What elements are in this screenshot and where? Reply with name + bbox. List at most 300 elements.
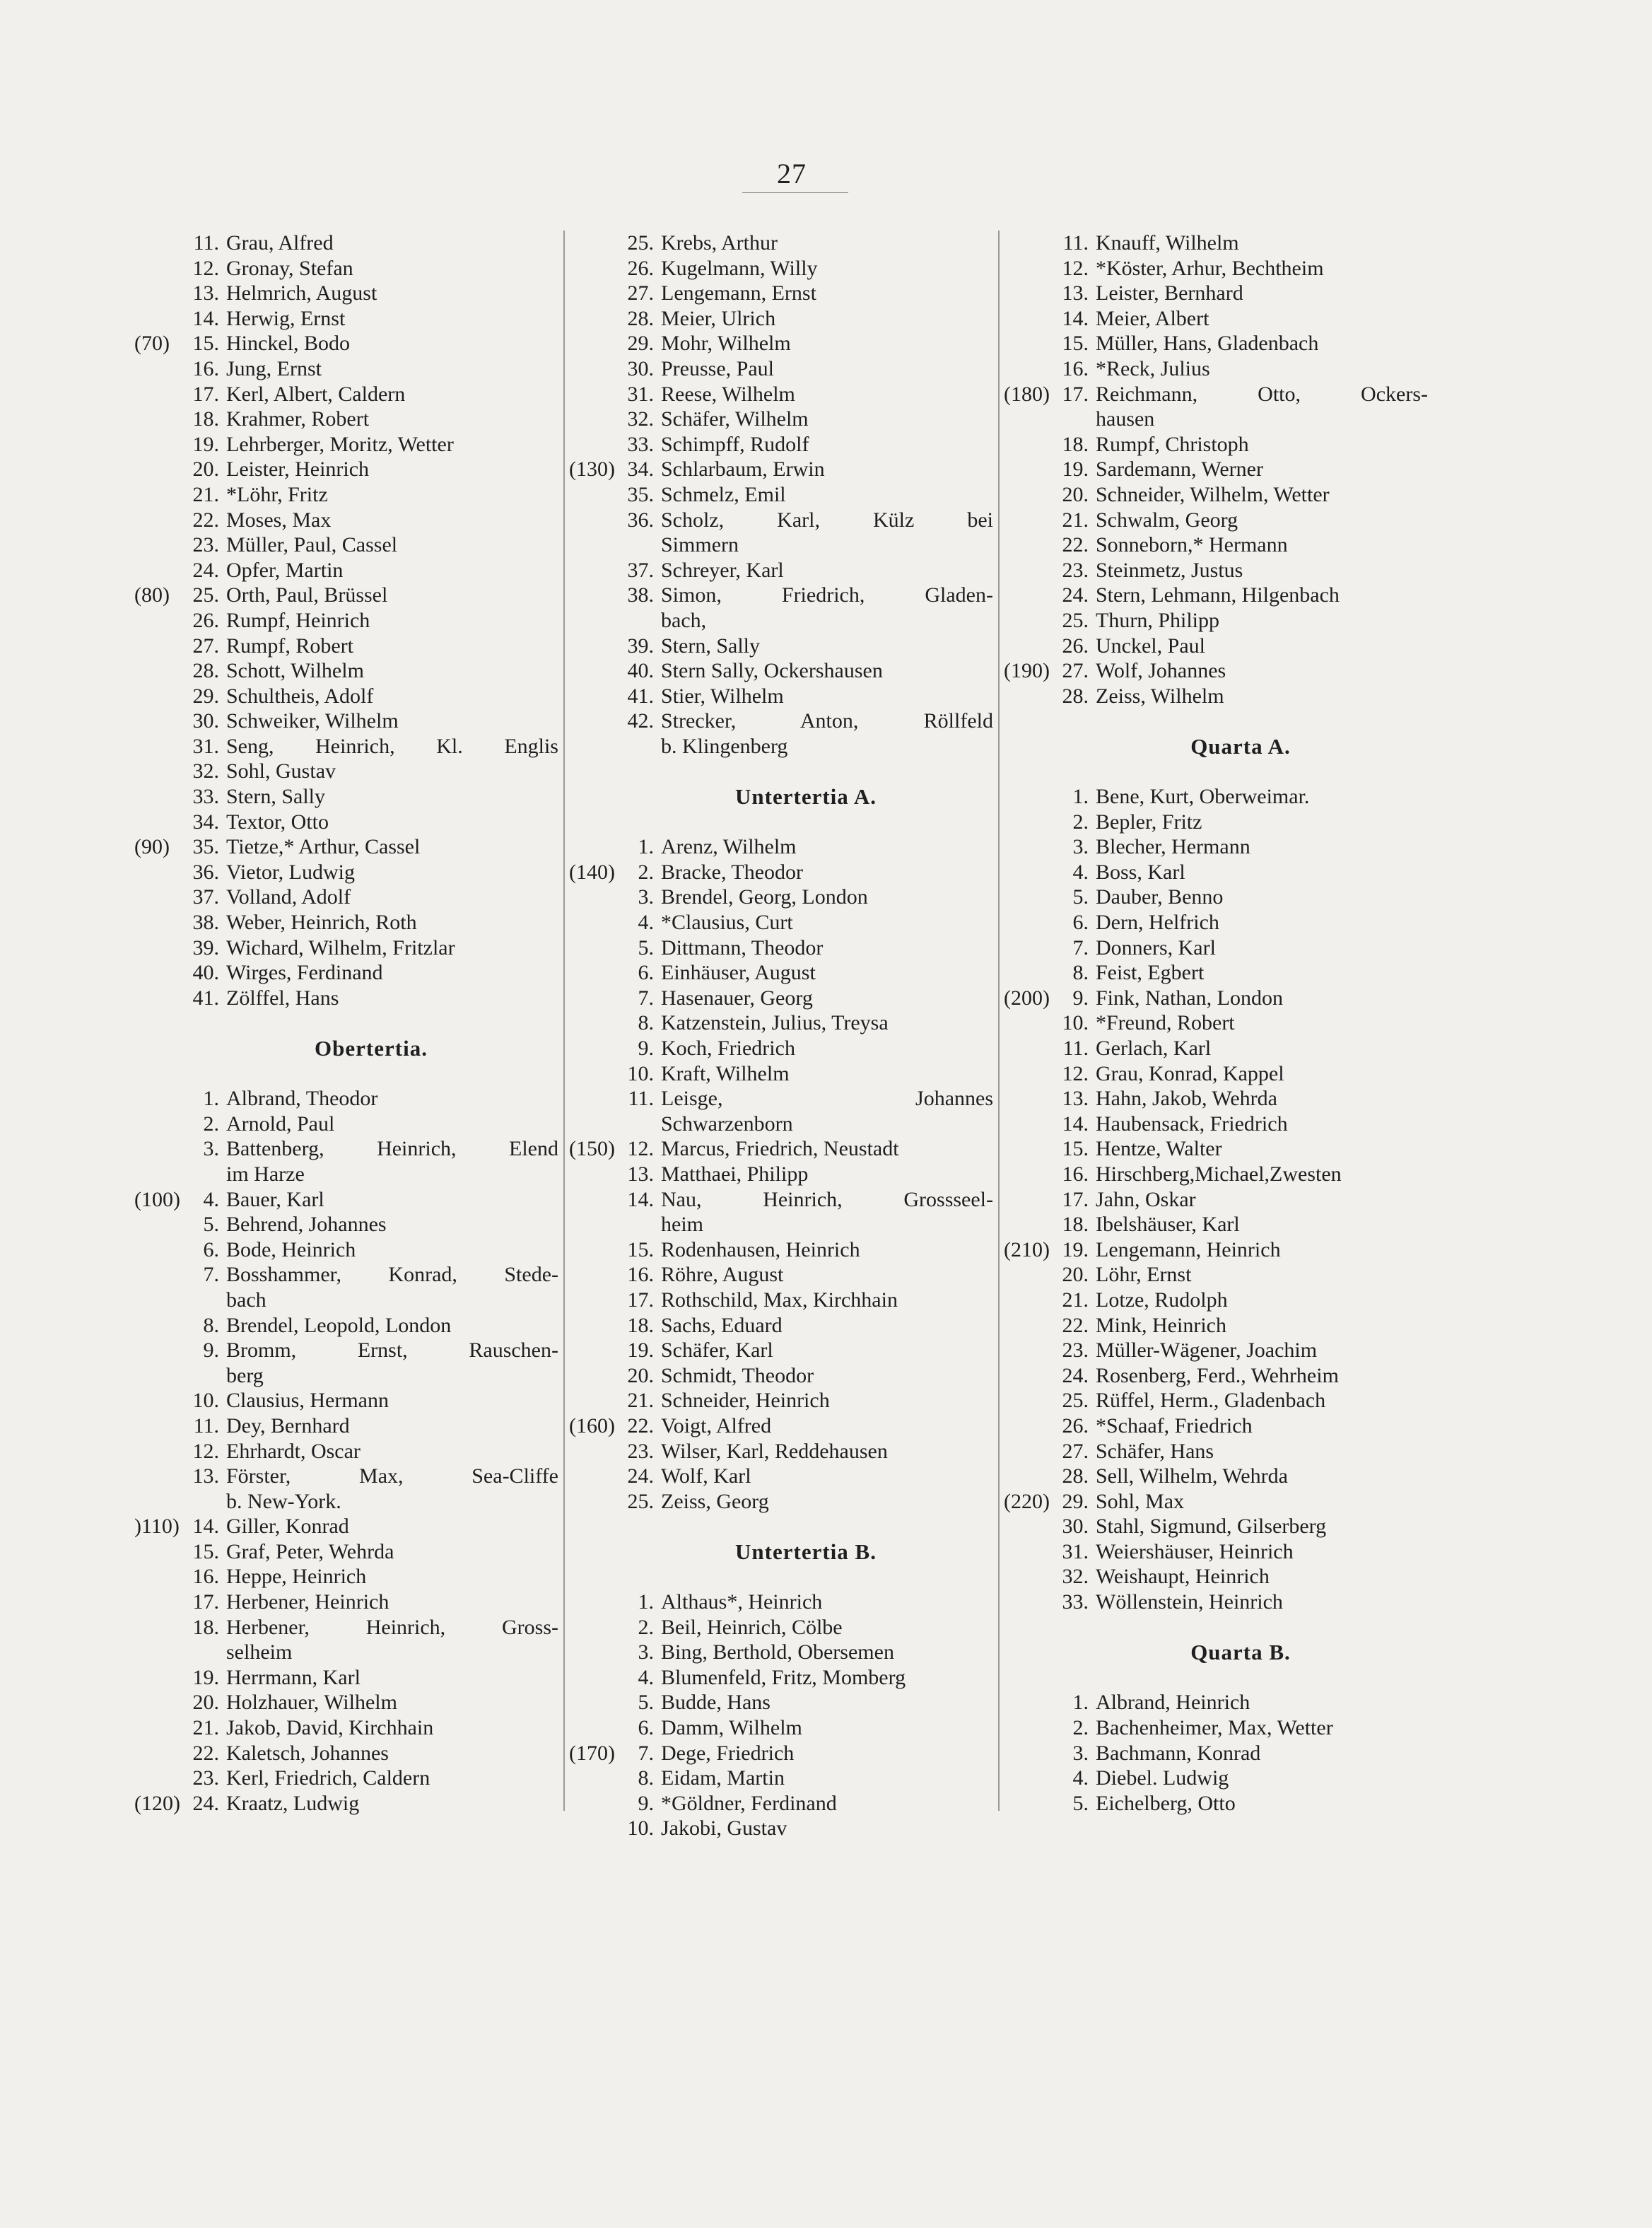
student-name: Jahn, Oskar (1096, 1187, 1196, 1211)
list-item (1004, 1514, 1428, 1539)
list-item (134, 810, 558, 835)
list-item (134, 482, 558, 508)
student-name: Weishaupt, Heinrich (1096, 1565, 1270, 1589)
list-item (134, 583, 558, 608)
list-item (569, 1388, 993, 1413)
item-number: 10. (627, 1061, 654, 1085)
list-item-continuation (569, 532, 993, 558)
list-item (134, 1439, 558, 1464)
student-name: Schmelz, Emil (661, 482, 786, 506)
item-number: 17. (627, 1288, 654, 1312)
list-item (1004, 1313, 1428, 1338)
list-item (1004, 1187, 1428, 1213)
item-number: 4. (638, 911, 654, 935)
list-item (1004, 960, 1428, 986)
list-item (134, 231, 558, 256)
list-item (569, 407, 993, 432)
list-item (1004, 256, 1428, 281)
list-item-continuation (569, 734, 993, 759)
list-item (569, 256, 993, 281)
student-name: Ehrhardt, Oscar (226, 1439, 361, 1463)
list-item (1004, 382, 1428, 407)
list-item (569, 1715, 993, 1741)
student-name: *Löhr, Fritz (226, 482, 328, 506)
list-item (134, 1791, 558, 1816)
student-name: Fink, Nathan, London (1096, 986, 1283, 1010)
list-item (569, 1590, 993, 1615)
item-number: 35. (192, 835, 219, 859)
item-number: 9. (638, 1037, 654, 1061)
list-item (1004, 281, 1428, 306)
student-name: Jakobi, Gustav (661, 1816, 787, 1841)
list-item (569, 331, 993, 356)
count-marker: (70) (134, 332, 170, 356)
column-3 (1004, 231, 1428, 1816)
item-number: 1. (638, 1590, 654, 1614)
section-heading: Untertertia A. (735, 783, 877, 809)
list-item (1004, 1338, 1428, 1363)
student-name: Eidam, Martin (661, 1766, 785, 1790)
list-item (1004, 1715, 1428, 1741)
item-number: 20. (1062, 482, 1089, 506)
list-item (1004, 1564, 1428, 1590)
item-number: 5. (638, 1691, 654, 1715)
count-marker: (120) (134, 1791, 180, 1815)
student-name: Grau, Alfred (226, 231, 334, 255)
item-number: 3. (638, 885, 654, 909)
list-item (569, 1413, 993, 1439)
list-item-continuation (569, 1112, 993, 1137)
list-item (569, 885, 993, 910)
item-number: 21. (1062, 508, 1089, 532)
student-name: Kraatz, Ludwig (226, 1791, 360, 1815)
list-item (569, 1464, 993, 1489)
list-item (134, 684, 558, 709)
item-number: 6. (203, 1237, 219, 1261)
item-number: 14. (192, 1515, 219, 1539)
list-item (134, 558, 558, 583)
list-item (1004, 1741, 1428, 1766)
student-name: Leisge, Johannes (661, 1087, 993, 1111)
list-item (569, 910, 993, 935)
student-name: Bracke, Theodor (661, 860, 804, 884)
list-item (569, 1741, 993, 1766)
list-item (134, 508, 558, 533)
student-name: Koch, Friedrich (661, 1037, 795, 1061)
list-item (1004, 634, 1428, 659)
list-item (134, 1690, 558, 1715)
item-number: 35. (627, 482, 654, 506)
item-number: 22. (627, 1413, 654, 1437)
item-number: 40. (192, 961, 219, 985)
student-name: Bing, Berthold, Obersemen (661, 1640, 894, 1664)
item-number: 5. (203, 1213, 219, 1237)
student-name: Rumpf, Heinrich (226, 608, 370, 632)
list-item (569, 457, 993, 482)
list-item (569, 1262, 993, 1288)
list-item-continuation (134, 1288, 558, 1313)
student-name: Blumenfeld, Fritz, Momberg (661, 1665, 906, 1689)
list-item (134, 860, 558, 885)
item-number: 24. (192, 558, 219, 582)
student-name: Brendel, Leopold, London (226, 1313, 452, 1337)
item-number: 8. (638, 1011, 654, 1035)
item-number: 29. (627, 332, 654, 356)
item-number: 14. (1062, 1112, 1089, 1136)
student-name: Schlarbaum, Erwin (661, 457, 825, 482)
list-item (134, 734, 558, 759)
item-number: 7. (638, 1741, 654, 1765)
student-name: Rumpf, Robert (226, 634, 353, 658)
student-name: Wirges, Ferdinand (226, 961, 383, 985)
student-name: Rumpf, Christoph (1096, 432, 1249, 456)
student-name: Haubensack, Friedrich (1096, 1112, 1288, 1136)
item-number: 29. (192, 684, 219, 708)
student-name: Boss, Karl (1096, 860, 1185, 884)
student-name: Lengemann, Heinrich (1096, 1237, 1281, 1261)
item-number: 2. (1072, 1716, 1089, 1740)
item-number: 26. (627, 256, 654, 280)
student-name: Schwarzenborn (661, 1112, 793, 1136)
student-name: Meier, Albert (1096, 306, 1209, 330)
list-item (1004, 1413, 1428, 1439)
item-number: 2. (638, 860, 654, 884)
item-number: 15. (192, 332, 219, 356)
student-name: Schultheis, Adolf (226, 684, 374, 708)
list-item-continuation (569, 1212, 993, 1237)
count-marker: (190) (1004, 659, 1050, 683)
item-number: 23. (192, 1766, 219, 1790)
student-name: Brendel, Georg, London (661, 885, 868, 909)
student-name: Giller, Konrad (226, 1515, 349, 1539)
item-number: 24. (627, 1464, 654, 1488)
student-name: Bepler, Fritz (1096, 810, 1202, 834)
item-number: 21. (192, 1716, 219, 1740)
student-name: Gronay, Stefan (226, 256, 353, 280)
student-name: im Harze (226, 1162, 305, 1186)
student-name: Mink, Heinrich (1096, 1313, 1226, 1337)
student-name: Kraft, Wilhelm (661, 1061, 790, 1085)
list-item (1004, 860, 1428, 885)
list-item (1004, 231, 1428, 256)
item-number: 4. (1072, 860, 1089, 884)
student-name: Schneider, Heinrich (661, 1389, 830, 1413)
item-number: 39. (627, 634, 654, 658)
student-name: Hinckel, Bodo (226, 332, 350, 356)
list-item (134, 432, 558, 457)
student-name: Strecker, Anton, Röllfeld (661, 709, 993, 733)
list-item (569, 432, 993, 457)
list-item (569, 558, 993, 583)
student-name: Schimpff, Rudolf (661, 432, 809, 456)
item-number: 1. (1072, 785, 1089, 809)
student-name: Rosenberg, Ferd., Wehrheim (1096, 1363, 1339, 1387)
item-number: 2. (638, 1615, 654, 1639)
list-item (569, 1288, 993, 1313)
student-name: Sell, Wilhelm, Wehrda (1096, 1464, 1288, 1488)
student-name: Katzenstein, Julius, Treysa (661, 1011, 889, 1035)
item-number: 6. (1072, 911, 1089, 935)
student-name: Simmern (661, 533, 739, 557)
item-number: 38. (192, 911, 219, 935)
list-item (569, 1237, 993, 1263)
item-number: 16. (627, 1263, 654, 1287)
student-name: Blecher, Hermann (1096, 835, 1250, 859)
student-name: Seng, Heinrich, Kl. Englis (226, 734, 558, 758)
student-name: Wolf, Johannes (1096, 659, 1226, 683)
item-number: 36. (192, 860, 219, 884)
student-name: Mohr, Wilhelm (661, 332, 791, 356)
list-item (569, 1665, 993, 1691)
count-marker: (200) (1004, 986, 1050, 1010)
student-name: Vietor, Ludwig (226, 860, 355, 884)
student-name: Althaus*, Heinrich (661, 1590, 823, 1614)
item-number: 37. (627, 558, 654, 582)
student-name: Lotze, Rudolph (1096, 1288, 1228, 1312)
item-number: 16. (192, 1565, 219, 1589)
list-item (1004, 784, 1428, 810)
count-marker: (170) (569, 1741, 615, 1765)
student-name: Behrend, Johannes (226, 1213, 387, 1237)
list-item (134, 784, 558, 810)
student-name: Zeiss, Wilhelm (1096, 684, 1224, 708)
item-number: 30. (627, 356, 654, 380)
list-item (134, 1741, 558, 1766)
list-item (569, 834, 993, 860)
student-name: bach, (661, 608, 707, 632)
item-number: 23. (627, 1439, 654, 1463)
list-item (1004, 1061, 1428, 1087)
student-name: Jakob, David, Kirchhain (226, 1716, 434, 1740)
student-name: Sachs, Eduard (661, 1313, 783, 1337)
list-item (134, 1539, 558, 1565)
list-item (134, 1313, 558, 1338)
student-name: *Köster, Arhur, Bechtheim (1096, 256, 1324, 280)
list-item (569, 1690, 993, 1715)
count-marker: (210) (1004, 1237, 1050, 1261)
list-item-continuation (134, 1489, 558, 1515)
list-item (1004, 935, 1428, 961)
column-divider (998, 231, 1000, 1811)
item-number: 15. (192, 1539, 219, 1563)
student-name: Herrmann, Karl (226, 1665, 361, 1689)
section-heading: Quarta B. (1190, 1640, 1291, 1665)
list-item (134, 885, 558, 910)
list-item (569, 634, 993, 659)
item-number: 13. (627, 1162, 654, 1186)
student-name: Donners, Karl (1096, 935, 1216, 960)
item-number: 13. (192, 281, 219, 305)
item-number: 15. (627, 1237, 654, 1261)
count-marker: (100) (134, 1187, 180, 1211)
column-divider (563, 231, 565, 1811)
list-item (134, 532, 558, 558)
item-number: 3. (1072, 1741, 1089, 1765)
item-number: 36. (627, 508, 654, 532)
student-name: Weiershäuser, Heinrich (1096, 1539, 1294, 1563)
list-item (134, 1715, 558, 1741)
item-number: 29. (1062, 1489, 1089, 1513)
list-item (1004, 558, 1428, 583)
student-name: b. New-York. (226, 1489, 341, 1513)
list-item (134, 331, 558, 356)
item-number: 31. (192, 734, 219, 758)
item-number: 8. (638, 1766, 654, 1790)
item-number: 16. (192, 356, 219, 380)
item-number: 13. (1062, 1087, 1089, 1111)
student-name: Textor, Otto (226, 810, 329, 834)
item-number: 23. (1062, 1338, 1089, 1363)
student-name: Löhr, Ernst (1096, 1263, 1192, 1287)
list-item (134, 935, 558, 961)
list-item (134, 1237, 558, 1263)
item-number: 3. (638, 1640, 654, 1664)
student-name: Sohl, Gustav (226, 759, 336, 783)
student-name: Opfer, Martin (226, 558, 344, 582)
list-item (569, 1086, 993, 1112)
item-number: 1. (1072, 1691, 1089, 1715)
item-number: 9. (638, 1791, 654, 1815)
student-name: Wichard, Wilhelm, Fritzlar (226, 935, 455, 960)
item-number: 33. (192, 785, 219, 809)
student-name: Stern, Lehmann, Hilgenbach (1096, 583, 1340, 607)
list-item (134, 1615, 558, 1640)
student-name: Herwig, Ernst (226, 306, 346, 330)
list-item (134, 1212, 558, 1237)
item-number: 21. (192, 482, 219, 506)
item-number: 32. (1062, 1565, 1089, 1589)
item-number: 7. (638, 986, 654, 1010)
item-number: 25. (1062, 1389, 1089, 1413)
list-item (1004, 810, 1428, 835)
item-number: 32. (627, 407, 654, 431)
list-item (1004, 1791, 1428, 1816)
student-name: Steinmetz, Justus (1096, 558, 1243, 582)
list-item (1004, 1439, 1428, 1464)
item-number: 3. (203, 1137, 219, 1161)
student-name: Bosshammer, Konrad, Stede- (226, 1263, 558, 1287)
item-number: 25. (627, 231, 654, 255)
item-number: 39. (192, 935, 219, 960)
item-number: 12. (192, 256, 219, 280)
item-number: 7. (1072, 935, 1089, 960)
list-item (569, 1791, 993, 1816)
item-number: 22. (1062, 1313, 1089, 1337)
item-number: 19. (1062, 457, 1089, 482)
item-number: 26. (1062, 634, 1089, 658)
student-name: Müller, Paul, Cassel (226, 533, 398, 557)
student-name: Meier, Ulrich (661, 306, 776, 330)
item-number: 31. (627, 382, 654, 406)
student-name: Dey, Bernhard (226, 1413, 350, 1437)
student-name: hausen (1096, 407, 1155, 431)
count-marker: (130) (569, 457, 615, 482)
student-name: Dern, Helfrich (1096, 911, 1219, 935)
list-item (1004, 608, 1428, 634)
item-number: 26. (192, 608, 219, 632)
item-number: 25. (192, 583, 219, 607)
item-number: 27. (192, 634, 219, 658)
count-marker: )110) (134, 1515, 180, 1539)
list-item (134, 1187, 558, 1213)
list-item (1004, 432, 1428, 457)
student-name: Schneider, Wilhelm, Wetter (1096, 482, 1330, 506)
list-item (134, 281, 558, 306)
item-number: 37. (192, 885, 219, 909)
list-item (1004, 986, 1428, 1011)
student-name: Schweiker, Wilhelm (226, 709, 399, 733)
student-name: Kugelmann, Willy (661, 256, 818, 280)
list-item (569, 1489, 993, 1515)
item-number: 11. (193, 1413, 219, 1437)
list-item (1004, 306, 1428, 332)
student-name: Knauff, Wilhelm (1096, 231, 1239, 255)
item-number: 17. (1062, 1187, 1089, 1211)
list-item (134, 960, 558, 986)
item-number: 19. (1062, 1237, 1089, 1261)
item-number: 42. (627, 709, 654, 733)
student-name: Dauber, Benno (1096, 885, 1224, 909)
list-item (1004, 885, 1428, 910)
list-item (134, 658, 558, 684)
list-item (569, 1766, 993, 1791)
list-item (134, 1338, 558, 1363)
item-number: 12. (1062, 1061, 1089, 1085)
list-item (1004, 1539, 1428, 1565)
column-2 (569, 231, 993, 1841)
item-number: 21. (627, 1389, 654, 1413)
student-name: Schäfer, Wilhelm (661, 407, 809, 431)
item-number: 18. (1062, 432, 1089, 456)
list-item (569, 708, 993, 734)
item-number: 18. (627, 1313, 654, 1337)
student-name: Müller-Wägener, Joachim (1096, 1338, 1318, 1363)
item-number: 25. (1062, 608, 1089, 632)
item-number: 32. (192, 759, 219, 783)
list-item (1004, 1489, 1428, 1515)
list-item (134, 1564, 558, 1590)
student-name: Schreyer, Karl (661, 558, 784, 582)
list-item (1004, 356, 1428, 382)
list-item (134, 1590, 558, 1615)
student-name: Lehrberger, Moritz, Wetter (226, 432, 454, 456)
student-name: Röhre, August (661, 1263, 784, 1287)
student-name: selheim (226, 1640, 293, 1664)
list-item (134, 1136, 558, 1162)
item-number: 5. (1072, 885, 1089, 909)
list-item (134, 759, 558, 784)
list-item (569, 1313, 993, 1338)
section-heading: Untertertia B. (735, 1539, 877, 1564)
item-number: 41. (192, 986, 219, 1010)
student-name: Eichelberg, Otto (1096, 1791, 1236, 1815)
student-name: Holzhauer, Wilhelm (226, 1691, 397, 1715)
list-item (134, 1262, 558, 1288)
student-name: Schwalm, Georg (1096, 508, 1238, 532)
student-name: *Göldner, Ferdinand (661, 1791, 837, 1815)
item-number: 41. (627, 684, 654, 708)
item-number: 1. (638, 835, 654, 859)
item-number: 4. (638, 1665, 654, 1689)
list-item (1004, 532, 1428, 558)
student-name: Schäfer, Hans (1096, 1439, 1214, 1463)
student-name: Damm, Wilhelm (661, 1716, 802, 1740)
list-item-continuation (134, 1640, 558, 1665)
list-item (134, 382, 558, 407)
list-item (569, 1640, 993, 1665)
item-number: 11. (1062, 1037, 1089, 1061)
item-number: 15. (1062, 1137, 1089, 1161)
